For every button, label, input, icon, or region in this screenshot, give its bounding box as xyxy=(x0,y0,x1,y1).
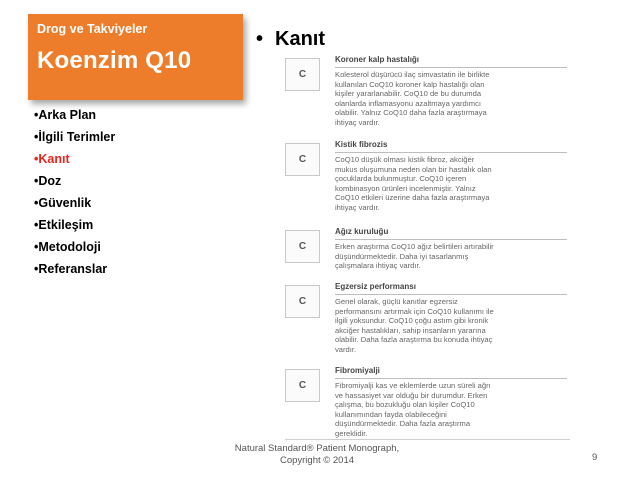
page-number: 9 xyxy=(592,452,598,463)
heading-text: Kanıt xyxy=(275,28,326,50)
evidence-grade-badge: C xyxy=(285,143,320,176)
evidence-grade-badge: C xyxy=(285,369,320,402)
evidence-title-rule xyxy=(335,152,567,153)
evidence-description xyxy=(335,155,575,213)
evidence-line: düşündürmektedir. Daha fazla araştırma xyxy=(335,419,471,429)
evidence-title: Egzersiz performansı xyxy=(335,282,416,291)
evidence-line: Erken araştırma CoQ10 ağız belirtileri artırabilir xyxy=(335,242,494,251)
evidence-line: kombinasyon ürünleri incelenmiştir. Yalnız xyxy=(335,183,476,193)
evidence-line: CoQ10 etkileri üzerine daha fazla araştırmaya xyxy=(335,193,490,203)
nav-item[interactable]: •Doz xyxy=(34,174,62,188)
footer-divider xyxy=(285,439,570,440)
evidence-grade-badge: C xyxy=(285,230,320,263)
evidence-title-rule xyxy=(335,294,567,295)
evidence-description xyxy=(335,297,575,355)
evidence-line: mukus oluşumuna neden olan bir hastalık olan xyxy=(335,164,492,174)
section-nav xyxy=(34,104,115,280)
evidence-line: olanlarda inflamasyonu azaltmaya yardımcı xyxy=(335,98,482,108)
nav-item[interactable]: •Kanıt xyxy=(34,152,70,166)
evidence-description xyxy=(335,70,575,128)
evidence-line: ilgili yoksundur. CoQ10 çoğu astım gibi kronik xyxy=(335,316,489,326)
nav-item[interactable]: •Güvenlik xyxy=(34,196,92,210)
nav-item[interactable]: •Metodoloji xyxy=(34,240,101,254)
title-box xyxy=(28,14,243,100)
evidence-line: ve hassasiyet var olduğu bir durumdur. Erken xyxy=(335,390,488,400)
evidence-title-rule xyxy=(335,378,567,379)
evidence-title: Fibromiyalji xyxy=(335,366,380,375)
evidence-title: Koroner kalp hastalığı xyxy=(335,55,420,64)
evidence-line: Fibromiyalji kas ve eklemlerde uzun süreli ağrı xyxy=(335,381,491,390)
evidence-description xyxy=(335,242,575,271)
monograph-title: Koenzim Q10 xyxy=(37,47,192,74)
evidence-line: kişiler yararlanabilir. CoQ10 de bu durumda xyxy=(335,89,482,99)
evidence-line: çalışma, bu bozukluğu olan kişiler CoQ10 xyxy=(335,400,475,410)
content-heading xyxy=(256,28,325,51)
nav-item[interactable]: •İlgili Terimler xyxy=(34,130,116,144)
evidence-line: akciğer hastalıkları, sahip insanların yararına xyxy=(335,325,486,335)
footer-line-1: Natural Standard® Patient Monograph, xyxy=(234,443,400,454)
evidence-grade-badge: C xyxy=(285,285,320,318)
evidence-line: Genel olarak, güçlü kanıtlar egzersiz xyxy=(335,297,458,306)
evidence-line: Kolesterol düşürücü ilaç simvastatin ile birlikte xyxy=(335,70,490,79)
evidence-line: olabilir. Yalnız CoQ10 daha fazla araştırmaya xyxy=(335,108,487,118)
evidence-line: performansını artırmak için CoQ10 kullanımı ile xyxy=(335,306,494,316)
evidence-line: ihtiyaç vardır. xyxy=(335,117,380,127)
evidence-line: olabilir. Daha fazla araştırma bu konuda ihtiyaç xyxy=(335,335,493,345)
footer-credit xyxy=(222,443,412,467)
evidence-line: vardır. xyxy=(335,344,357,354)
evidence-line: gereklidir. xyxy=(335,428,368,438)
footer-line-2: Copyright © 2014 xyxy=(279,455,355,466)
evidence-grade-badge: C xyxy=(285,58,320,91)
nav-item[interactable]: •Referanslar xyxy=(34,262,108,276)
nav-item[interactable]: •Etkileşim xyxy=(34,218,94,232)
evidence-title: Ağız kuruluğu xyxy=(335,227,389,236)
evidence-line: düşündürmektedir. Daha iyi tasarlanmış xyxy=(335,251,469,261)
section-title: Drog ve Takviyeler xyxy=(37,22,148,36)
heading-bullet: • xyxy=(256,28,264,50)
evidence-line: CoQ10 düşük olması kistik fibroz, akciğer xyxy=(335,155,475,164)
evidence-line: kullanılan CoQ10 koroner kalp hastalığı olan xyxy=(335,79,485,89)
evidence-line: ihtiyaç vardır. xyxy=(335,202,380,212)
evidence-line: çalışmalara ihtiyaç vardır. xyxy=(335,261,421,271)
evidence-line: çocuklarda bulunmuştur. CoQ10 içeren xyxy=(335,174,467,184)
evidence-title-rule xyxy=(335,67,567,68)
evidence-title: Kistik fibrozis xyxy=(335,140,388,149)
nav-item[interactable]: •Arka Plan xyxy=(34,108,97,122)
evidence-description xyxy=(335,381,575,439)
evidence-line: kullanımından fayda olabileceğini xyxy=(335,409,447,419)
evidence-title-rule xyxy=(335,239,567,240)
